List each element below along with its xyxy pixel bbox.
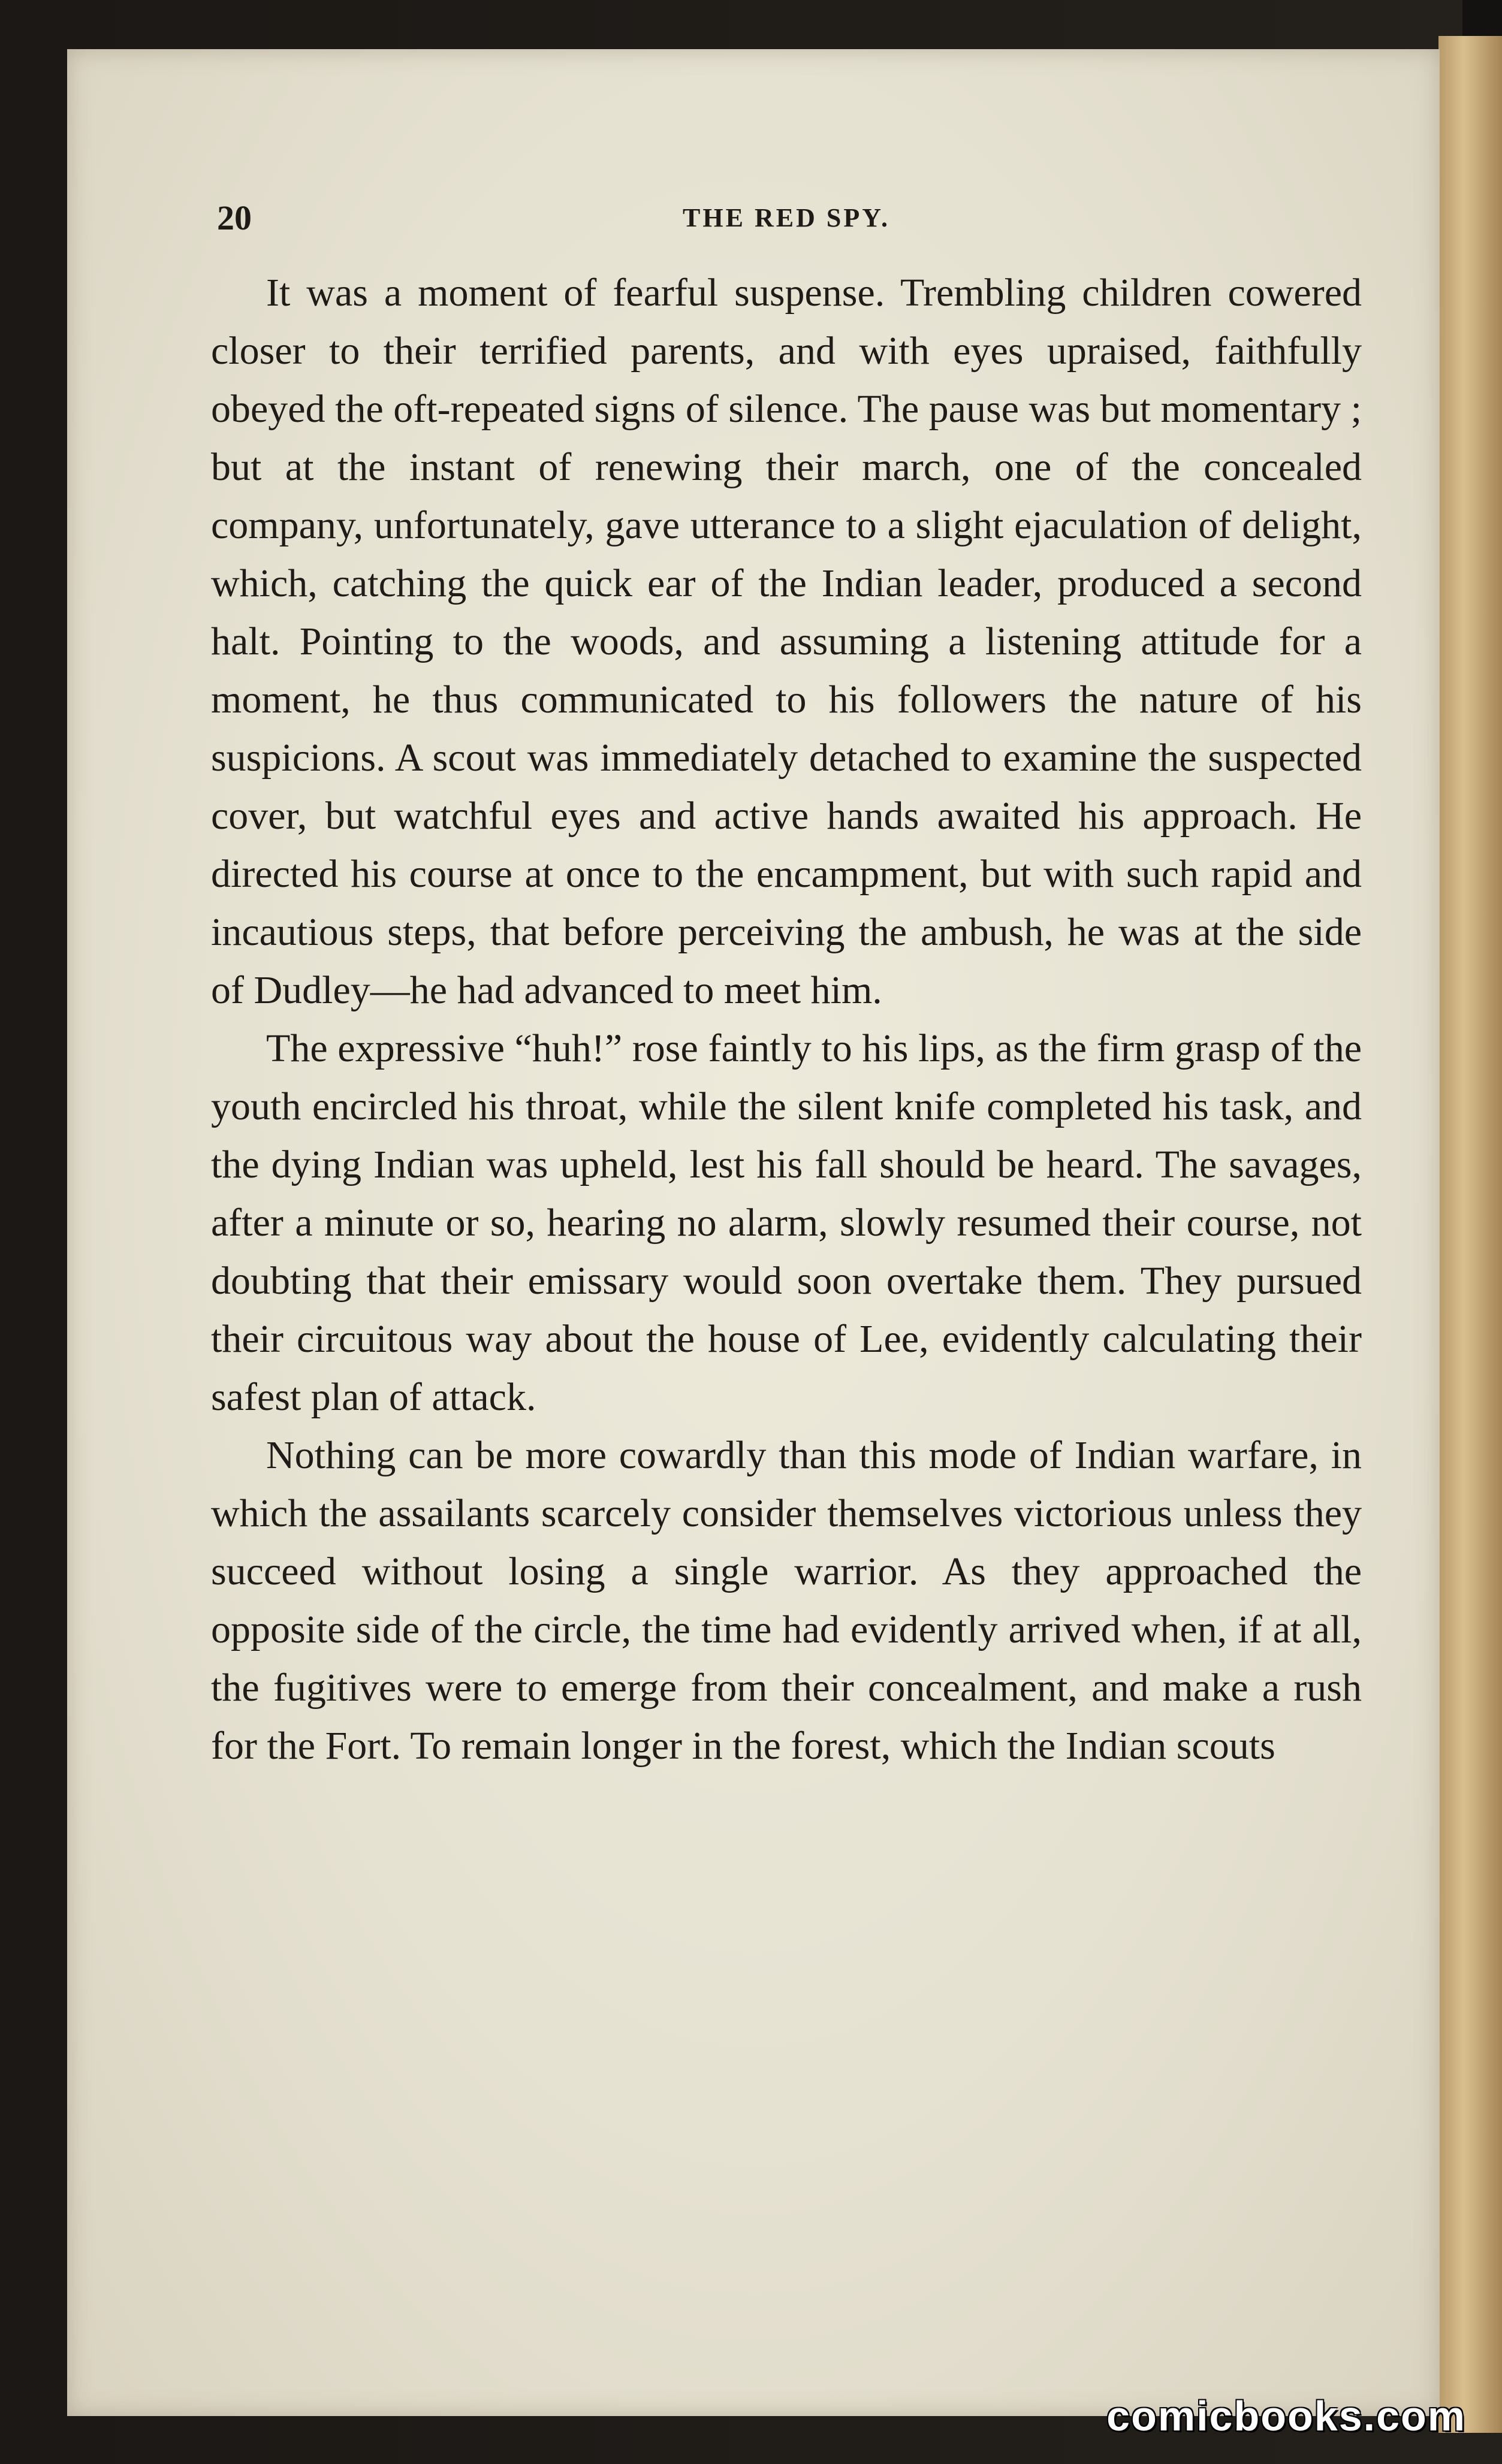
- paragraph-1: It was a moment of fearful suspense. Trembling children cowered closer to their terrified parents, and with eyes upraised, faithfully obeyed the oft-repeated signs of silence. The pause was but momentary ; but at the instant of renewing their march, one of the concealed company, unfortunately, gave utterance to a slight ejaculation of delight, which, catching the quick ear of the Indian leader, produced a second halt. Pointing to the woods, and assuming a listening attitude for a moment, he thus communicated to his followers the nature of his suspicions. A scout was immediately detached to examine the suspected cover, but watchful eyes and active hands awaited his approach. He directed his course at once to the encampment, but with such rapid and incautious steps, that before perceiving the ambush, he was at the side of Dudley—he had advanced to meet him.: [211, 271, 1362, 1012]
- page-number: 20: [217, 198, 252, 237]
- paragraph-2: The expressive “huh!” rose faintly to his lips, as the firm grasp of the youth encircled his throat, while the silent knife completed his task, and the dying Indian was upheld, lest his fall should be heard. The savages, after a minute or so, hearing no alarm, slowly resumed their course, not doubting that their emissary would soon overtake them. They pursued their circuitous way about the house of Lee, evidently calculating their safest plan of attack.: [211, 1026, 1362, 1419]
- running-title: THE RED SPY.: [683, 203, 890, 232]
- page-header: [217, 198, 1356, 246]
- body-text: [211, 264, 1362, 1775]
- page-edge: [1438, 36, 1502, 2433]
- watermark: comicbooks.com: [1106, 2393, 1466, 2439]
- paragraph-3: Nothing can be more cowardly than this mode of Indian warfare, in which the assailants scarcely consider themselves victorious unless they succeed without losing a single warrior. As they approached the opposite side of the circle, the time had evidently arrived when, if at all, the fugitives were to emerge from their concealment, and make a rush for the Fort. To remain longer in the forest, which the Indian scouts: [211, 1433, 1362, 1768]
